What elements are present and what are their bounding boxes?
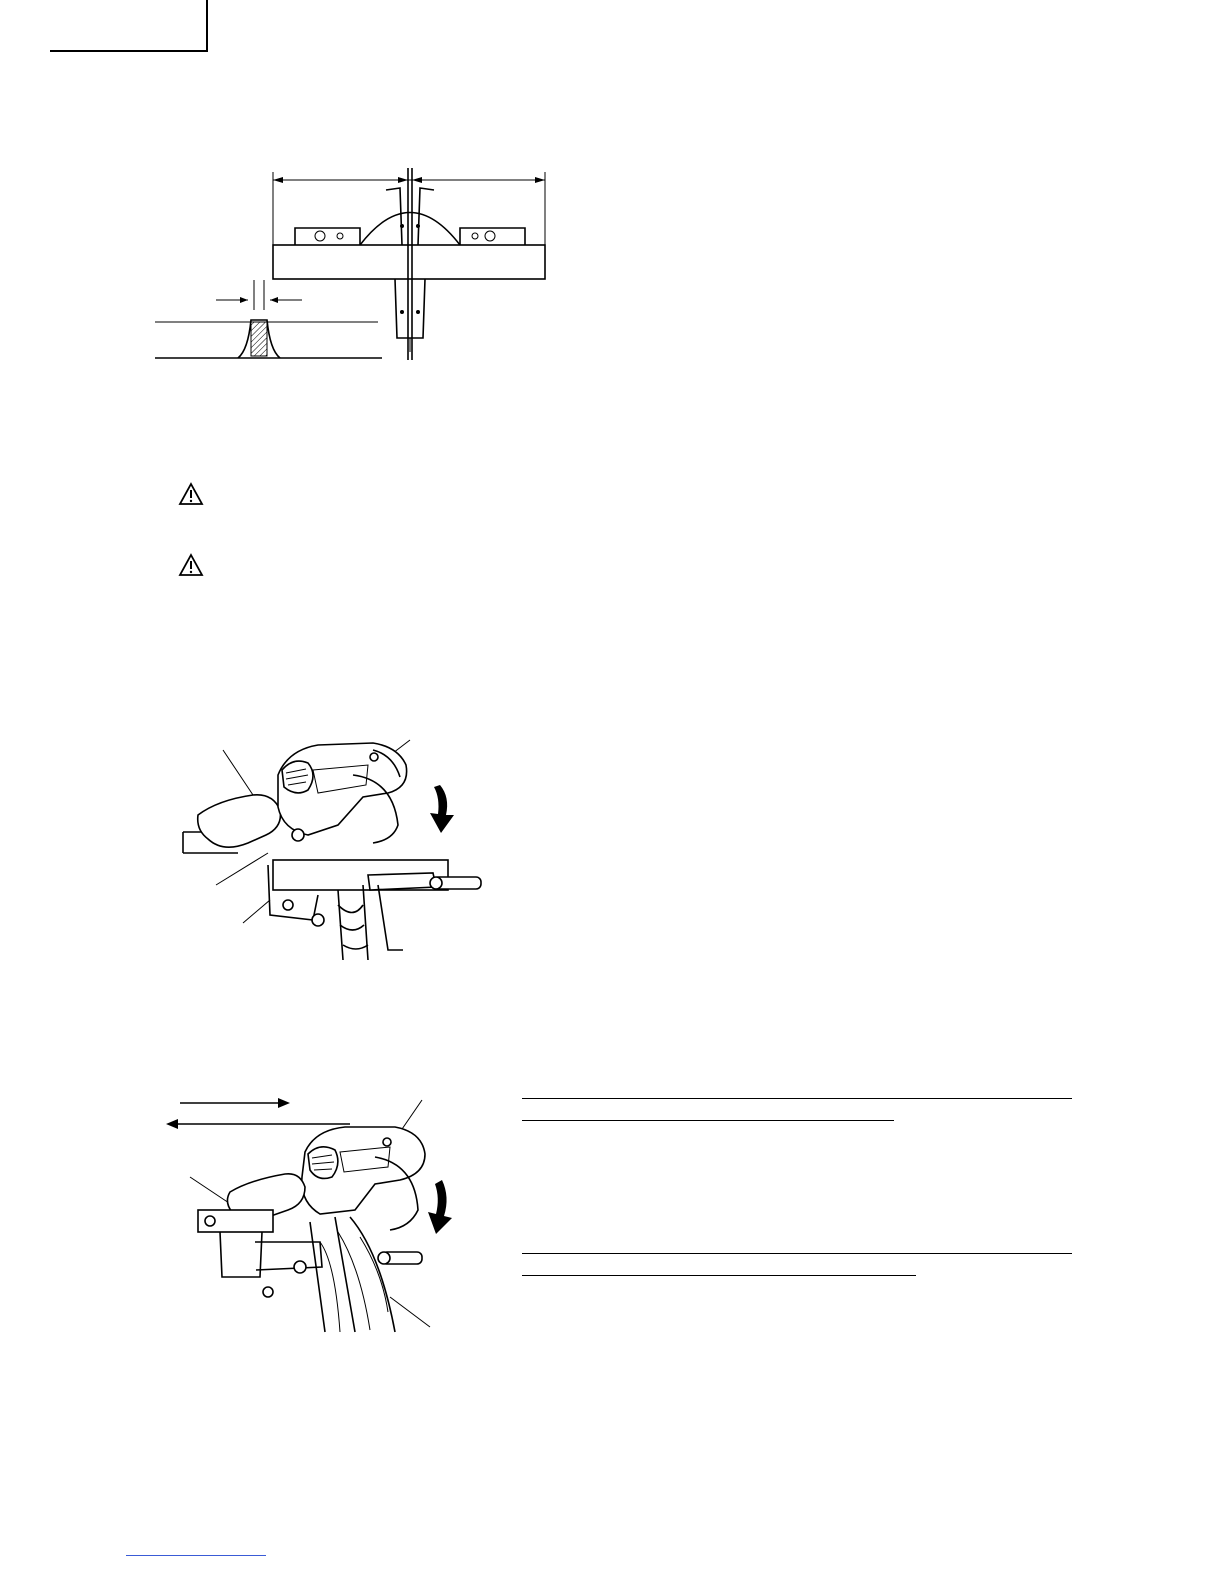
page-number-tab: [50, 0, 208, 52]
text-rule: [522, 1253, 1072, 1254]
blade-fence-clearance-diagram: [150, 160, 550, 370]
warning-triangle-icon: [178, 482, 204, 506]
slide-cutting-operation-figure: [160, 1092, 445, 1332]
text-rule: [522, 1098, 1072, 1099]
text-rule: [522, 1275, 916, 1276]
footer-rule: [126, 1555, 266, 1556]
text-rule: [522, 1120, 894, 1121]
warning-triangle-icon: [178, 553, 204, 577]
saw-cutting-operation-figure: [178, 735, 483, 960]
